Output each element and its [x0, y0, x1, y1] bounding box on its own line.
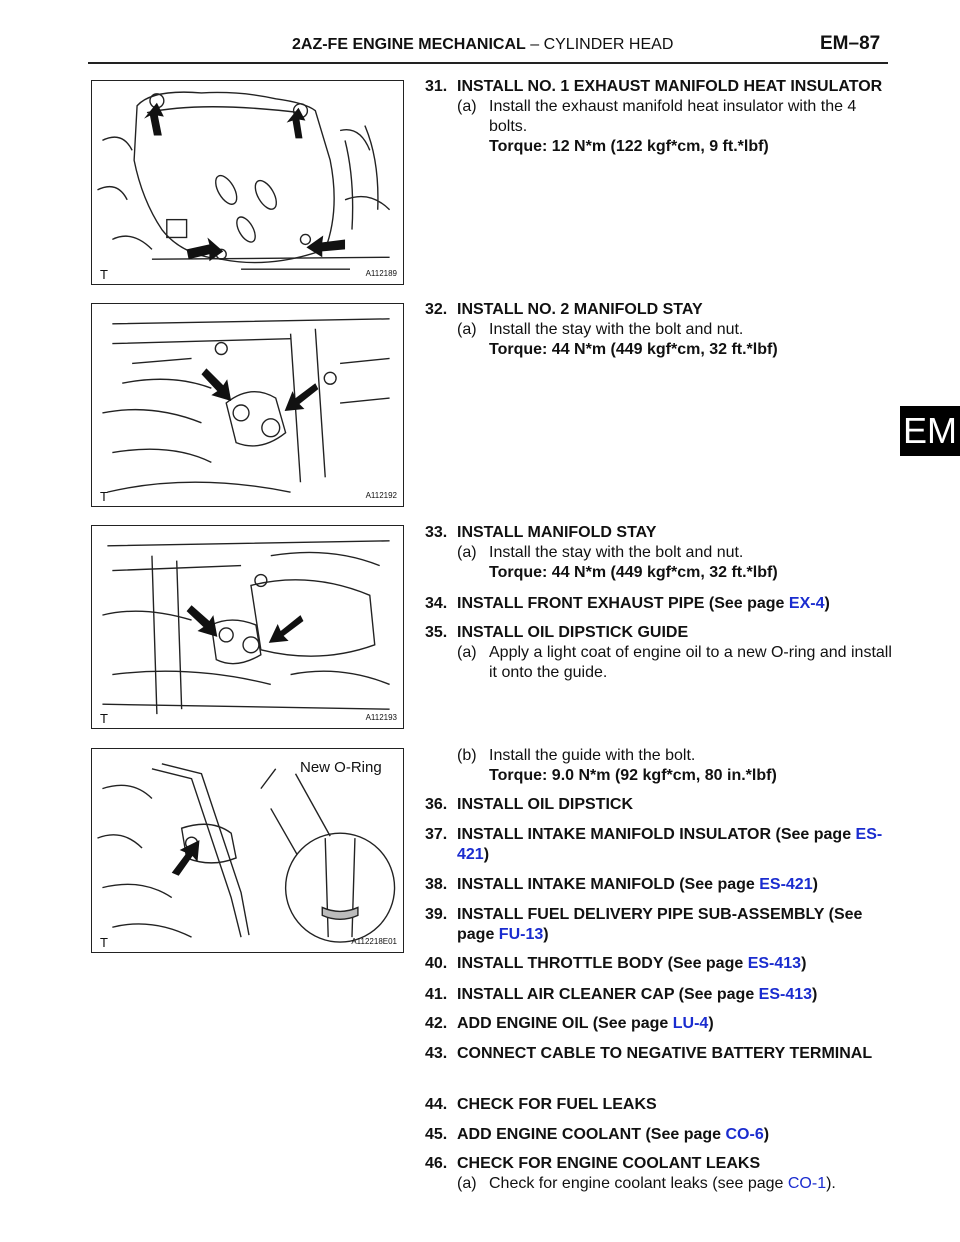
figure-code: A112218E01 [351, 937, 397, 946]
step-43 [425, 1044, 895, 1064]
step-title: ADD ENGINE OIL (See page [457, 1015, 673, 1032]
step-number: 44. [425, 1096, 448, 1113]
torque-spec: Torque: 44 N*m (449 kgf*cm, 32 ft.*lbf) [489, 564, 778, 581]
substep-text: Install the stay with the bolt and nut. [489, 321, 744, 338]
heat-insulator-drawing [92, 81, 403, 284]
step-number: 35. [425, 624, 448, 641]
substep-letter: (a) [457, 98, 477, 115]
link-fu-13[interactable]: FU-13 [498, 926, 544, 943]
oil-dipstick-guide-drawing [92, 749, 403, 952]
figure-t-mark: T [100, 711, 108, 726]
step-close: ) [708, 1015, 714, 1032]
step-35-b [425, 746, 895, 786]
step-title: INSTALL THROTTLE BODY (See page [457, 955, 748, 972]
link-es-413[interactable]: ES-413 [758, 986, 813, 1003]
step-42 [425, 1014, 895, 1034]
page-number: EM–87 [820, 33, 881, 54]
figure-t-mark: T [100, 935, 108, 950]
substep-text: Install the exhaust manifold heat insulator with the 4 bolts. [489, 98, 857, 135]
link-co-1[interactable]: CO-1 [787, 1175, 827, 1192]
step-title: INSTALL FRONT EXHAUST PIPE (See page [457, 595, 789, 612]
step-close: ) [543, 926, 549, 943]
figure-t-mark: T [100, 489, 108, 504]
step-number: 42. [425, 1015, 448, 1032]
section-tab: EM [900, 406, 960, 456]
step-title: INSTALL AIR CLEANER CAP (See page [457, 986, 759, 1003]
torque-spec: Torque: 12 N*m (122 kgf*cm, 9 ft.*lbf) [489, 138, 769, 155]
step-title: CHECK FOR ENGINE COOLANT LEAKS [457, 1155, 761, 1172]
step-title: INSTALL INTAKE MANIFOLD INSULATOR (See page [457, 826, 856, 843]
header-divider [88, 62, 888, 64]
step-34 [425, 594, 895, 614]
figure-code: A112189 [365, 269, 397, 278]
step-number: 39. [425, 906, 448, 923]
substep-letter: (a) [457, 321, 477, 338]
figure-code: A112193 [365, 713, 397, 722]
link-ex-4[interactable]: EX-4 [788, 595, 825, 612]
step-number: 32. [425, 301, 448, 318]
step-number: 31. [425, 78, 448, 95]
step-44 [425, 1095, 895, 1115]
substep-letter: (a) [457, 544, 477, 561]
substep-text: Check for engine coolant leaks (see page [489, 1175, 788, 1192]
step-number: 38. [425, 876, 448, 893]
header-section-bold: 2AZ-FE ENGINE MECHANICAL [292, 36, 526, 53]
torque-spec: Torque: 44 N*m (449 kgf*cm, 32 ft.*lbf) [489, 341, 778, 358]
step-41 [425, 985, 895, 1005]
step-31 [425, 77, 895, 157]
header-section-title [292, 36, 792, 54]
step-number: 33. [425, 524, 448, 541]
step-close: ) [483, 846, 490, 863]
step-number: 41. [425, 986, 448, 1003]
step-title: INSTALL INTAKE MANIFOLD (See page [457, 876, 760, 893]
step-number: 34. [425, 595, 448, 612]
link-es-421[interactable]: ES-421 [759, 876, 813, 893]
step-number: 46. [425, 1155, 448, 1172]
substep-letter: (b) [457, 747, 477, 764]
step-number: 36. [425, 796, 448, 813]
figure-t-mark: T [100, 267, 108, 282]
step-38 [425, 875, 895, 895]
substep-text: Install the guide with the bolt. [489, 747, 696, 764]
header-section-rest: – CYLINDER HEAD [525, 36, 674, 53]
link-co-6[interactable]: CO-6 [725, 1126, 764, 1143]
link-lu-4[interactable]: LU-4 [672, 1015, 709, 1032]
step-40 [425, 954, 895, 974]
substep-text: Apply a light coat of engine oil to a new O-ring and install it onto the guide. [489, 644, 892, 681]
step-36 [425, 795, 895, 815]
figure-oil-dipstick-guide [91, 748, 404, 953]
step-title: INSTALL FUEL DELIVERY PIPE SUB-ASSEMBLY (See page [457, 906, 863, 943]
step-number: 43. [425, 1045, 448, 1062]
step-45 [425, 1125, 895, 1145]
step-title: CONNECT CABLE TO NEGATIVE BATTERY TERMINAL [457, 1045, 873, 1062]
link-es-413[interactable]: ES-413 [747, 955, 802, 972]
step-title: INSTALL MANIFOLD STAY [457, 524, 657, 541]
step-close: ) [824, 595, 830, 612]
manifold-stay-drawing [92, 526, 403, 728]
substep-letter: (a) [457, 1175, 477, 1192]
step-title: ADD ENGINE COOLANT (See page [457, 1126, 726, 1143]
figure-code: A112192 [365, 491, 397, 500]
substep-text: Install the stay with the bolt and nut. [489, 544, 744, 561]
step-37 [425, 825, 895, 865]
step-close: ) [812, 986, 818, 1003]
no2-manifold-stay-drawing [92, 304, 403, 506]
step-32 [425, 300, 895, 360]
figure-manifold-stay [91, 525, 404, 729]
step-33 [425, 523, 895, 583]
step-title: INSTALL OIL DIPSTICK GUIDE [457, 624, 689, 641]
step-46 [425, 1154, 895, 1194]
callout-new-o-ring: New O-Ring [300, 759, 382, 776]
step-title: CHECK FOR FUEL LEAKS [457, 1096, 657, 1113]
step-close: ) [801, 955, 807, 972]
step-number: 37. [425, 826, 448, 843]
step-title: INSTALL NO. 2 MANIFOLD STAY [457, 301, 703, 318]
torque-spec: Torque: 9.0 N*m (92 kgf*cm, 80 in.*lbf) [489, 767, 777, 784]
figure-heat-insulator [91, 80, 404, 285]
step-close: ) [763, 1126, 770, 1143]
step-title: INSTALL NO. 1 EXHAUST MANIFOLD HEAT INSULATOR [457, 78, 883, 95]
step-35 [425, 623, 895, 683]
link-es-421[interactable]: ES-421 [457, 826, 883, 863]
step-title: INSTALL OIL DIPSTICK [457, 796, 634, 813]
substep-close: ). [826, 1175, 836, 1192]
step-close: ) [812, 876, 818, 893]
step-39 [425, 905, 895, 945]
substep-letter: (a) [457, 644, 477, 661]
figure-no2-manifold-stay [91, 303, 404, 507]
step-number: 40. [425, 955, 448, 972]
step-number: 45. [425, 1126, 448, 1143]
